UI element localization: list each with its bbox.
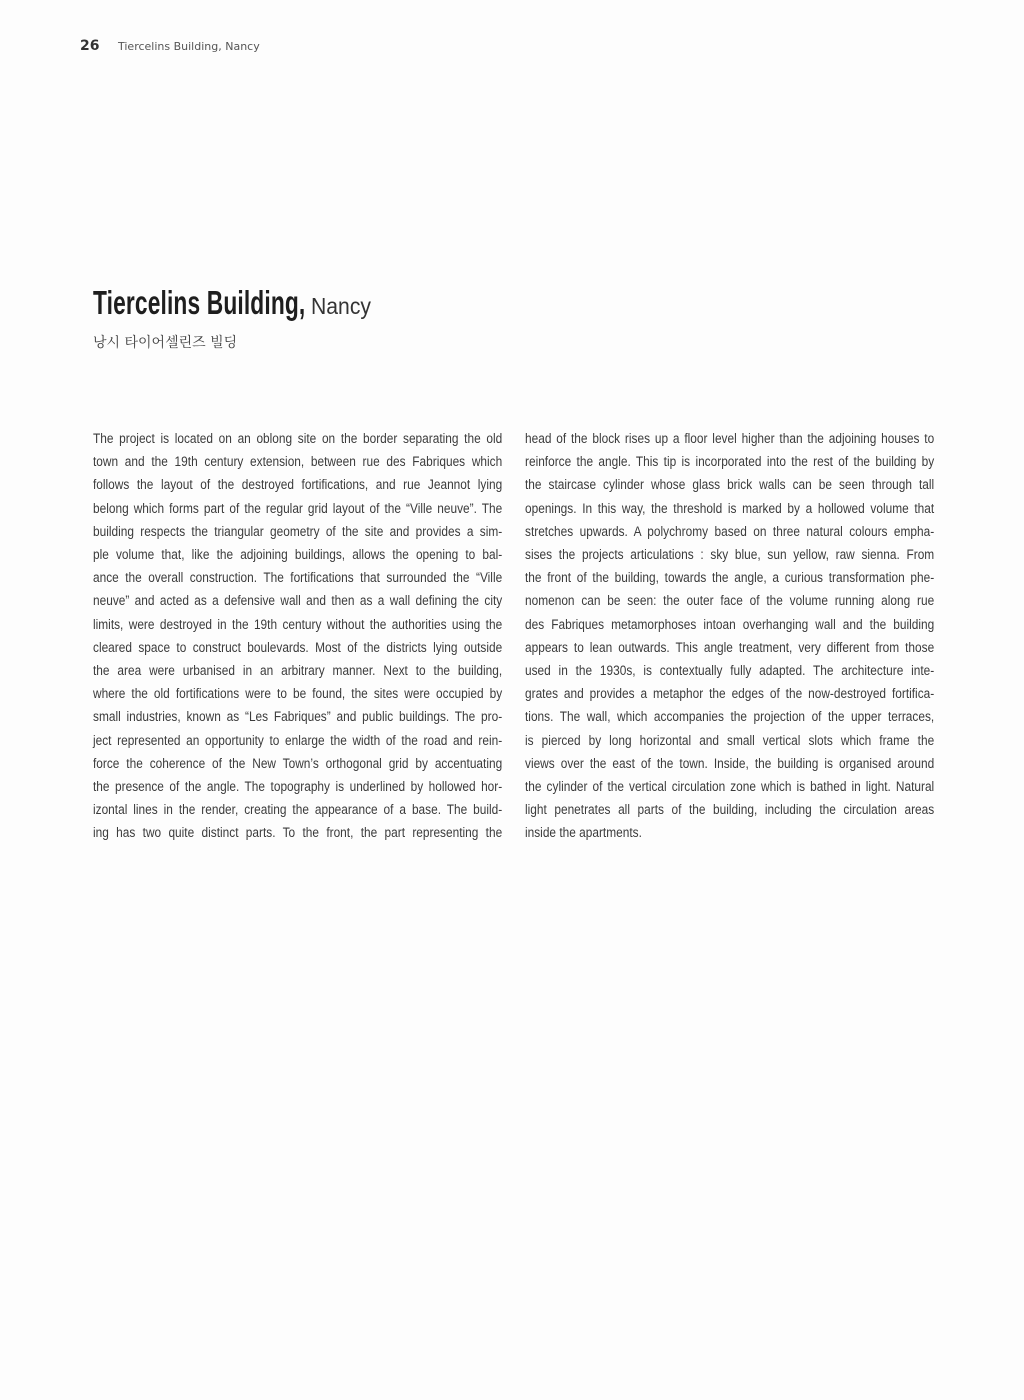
body-text-line: openings. In this way, the threshold is marked by a hollowed volume that xyxy=(525,500,935,516)
body-text-line: follows the layout of the destroyed fortifications, and rue Jeannot lying xyxy=(93,477,503,493)
body-text-line: The project is located on an oblong site on the border separating the old xyxy=(93,431,503,446)
body-text-line: nomenon can be seen: the outer face of the volume running along rue xyxy=(525,593,935,609)
body-text-line: cleared space to construct boulevards. Most of the districts lying outside xyxy=(93,639,503,655)
body-text-line: where the old fortifications were to be found, the sites were occupied by xyxy=(93,686,503,702)
body-text-line: izontal lines in the render, creating the appearance of a base. The build- xyxy=(93,802,503,818)
body-text-line: ple volume that, like the adjoining buildings, allows the opening to bal- xyxy=(93,547,503,563)
body-text-line: grates and provides a metaphor the edges of the now-destroyed fortifica- xyxy=(525,686,935,702)
body-text-line: limits, were destroyed in the 19th century without the authorities using the xyxy=(93,616,503,632)
body-text-line: stretches upwards. A polychromy based on three natural colours empha- xyxy=(525,523,935,539)
body-text-line: neuve” and acted as a defensive wall and then as a wall defining the city xyxy=(93,593,503,609)
body-text-line: des Fabriques metamorphoses intoan overhanging wall and the building xyxy=(525,616,935,632)
body-text-line: is pierced by long horizontal and small vertical slots which frame the xyxy=(525,732,935,748)
body-text-line: ject represented an opportunity to enlarge the width of the road and rein- xyxy=(93,732,503,748)
body-text-line: the presence of the angle. The topography is underlined by hollowed hor- xyxy=(93,779,503,795)
page-number: 26 xyxy=(80,38,100,54)
body-text-line: used in the 1930s, is contextually fully adapted. The architecture inte- xyxy=(525,663,935,679)
body-text-line: light penetrates all parts of the building, including the circulation areas xyxy=(525,802,935,818)
body-text-line: the front of the building, towards the angle, a curious transformation phe- xyxy=(525,570,935,586)
body-text-line: head of the block rises up a floor level higher than the adjoining houses to xyxy=(525,431,935,446)
body-text-line: the staircase cylinder whose glass brick walls can be seen through tall xyxy=(525,477,935,493)
body-text-line: inside the apartments. xyxy=(525,825,642,841)
article-subtitle-korean: 낭시 타이어셀린즈 빌딩 xyxy=(93,335,238,351)
body-text-line: belong which forms part of the regular grid layout of the “Ville neuve”. The xyxy=(93,500,503,516)
article-title-location: Nancy xyxy=(311,293,371,319)
body-text-line: tions. The wall, which accompanies the projection of the upper terraces, xyxy=(525,709,935,725)
body-column-right xyxy=(525,427,934,845)
body-text-line: ing has two quite distinct parts. To the front, the part representing the xyxy=(93,825,503,841)
body-text-line: town and the 19th century extension, between rue des Fabriques which xyxy=(93,454,503,470)
body-text-line: building respects the triangular geometry of the site and provides a sim- xyxy=(93,523,503,539)
body-text-line: ance the overall construction. The fortifications that surrounded the “Ville xyxy=(93,570,503,586)
article-title: Tiercelins Building, xyxy=(93,284,306,321)
body-text-line: sises the projects articulations : sky blue, sun yellow, raw sienna. From xyxy=(525,547,935,563)
body-text-line: appears to lean outwards. This angle treatment, very different from those xyxy=(525,639,935,655)
body-text-line: reinforce the angle. This tip is incorporated into the rest of the building by xyxy=(525,454,935,470)
body-text-line: the cylinder of the vertical circulation zone which is bathed in light. Natural xyxy=(525,779,935,795)
body-text-line: views over the east of the town. Inside, the building is organised around xyxy=(525,755,935,771)
body-text-line: the area were urbanised in an arbitrary manner. Next to the building, xyxy=(93,663,503,679)
body-text-line: force the coherence of the New Town’s orthogonal grid by accentuating xyxy=(93,755,503,771)
running-title: Tiercelins Building, Nancy xyxy=(118,40,260,53)
body-text-line: small industries, known as “Les Fabriques” and public buildings. The pro- xyxy=(93,709,503,725)
body-column-left xyxy=(93,427,502,845)
